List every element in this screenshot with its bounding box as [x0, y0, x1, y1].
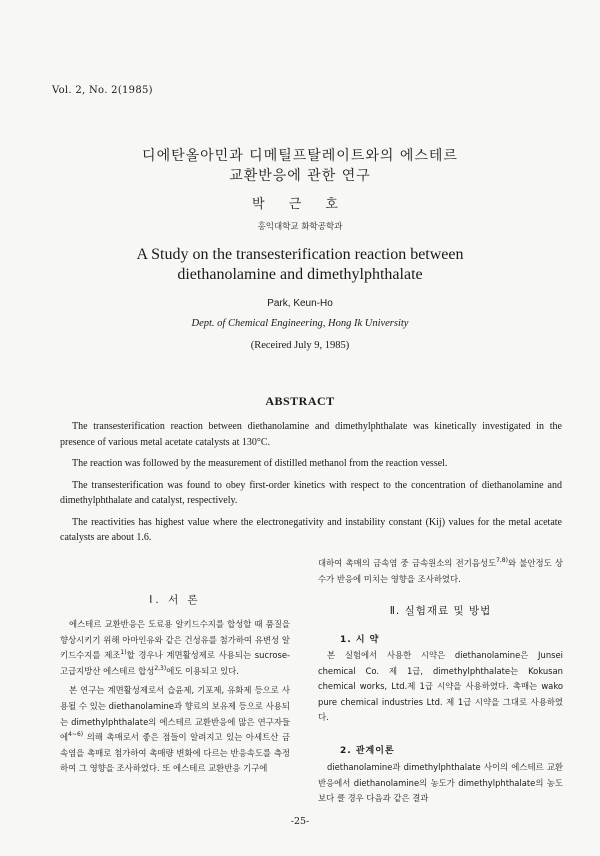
section-heading-introduction: I. 서 론 [149, 594, 201, 606]
english-department: Dept. of Chemical Engineering, Hong Ik University [191, 318, 409, 329]
korean-author: 박 근 호 [252, 197, 348, 212]
abstract-paragraph: The reaction was followed by the measurement of distilled methanol from the reaction vessel. [72, 458, 448, 469]
citation-ref: 1) [120, 649, 127, 657]
subsection-heading-theory: 2. 관계이론 [340, 746, 395, 756]
korean-title-line1: 디에탄올아민과 디메틸프탈레이트와의 에스테르 [142, 148, 458, 164]
section-heading-materials-methods: Ⅱ. 실험재료 및 방법 [389, 605, 492, 617]
english-author: Park, Keun-Ho [267, 298, 333, 309]
volume-issue: Vol. 2, No. 2(1985) [52, 85, 153, 96]
korean-title-line2: 교환반응에 관한 연구 [229, 168, 371, 184]
korean-affiliation: 홍익대학교 화학공학과 [257, 222, 343, 232]
reagents-paragraph: 본 실험에서 사용한 시약은 diethanolamine은 Junsei chemical Co. 제 1급, dimethylphthalate는 Kokusan chemical works, Ltd.제 1급 시약을 사용하였다. 촉매는 wako pure chemical industries Ltd. 제 1급 시약을 그대로 사용하였다. [318, 650, 563, 723]
reagents-body [318, 648, 563, 726]
citation-ref: 4~6) [68, 731, 84, 739]
theory-paragraph: diethanolamine과 dimethylphthalate 사이의 에스테르 교환반응에서 diethanolamine의 농도가 dimethylphthalate의 농도보다 클 경우 다음과 같은 결과 [318, 762, 563, 804]
continuation-paragraph: 대하여 촉매의 금속염 중 금속원소의 전기음성도$^{7,8)}$와 불안정도 상수가 반응에 미치는 영향을 조사하였다. [318, 557, 563, 584]
citation-ref: 2,3) [154, 664, 167, 672]
subsection-heading-reagents: 1. 시 약 [340, 635, 380, 645]
abstract-paragraph: The transesterification reaction between diethanolamine and dimethylphthalate was kinetically investigated in the presence of various metal acetate catalysts at 130°C. [60, 421, 562, 448]
right-column-continuation [318, 556, 563, 587]
received-date: (Receired July 9, 1985) [250, 340, 350, 351]
abstract-paragraph: The transesterification was found to obey first-order kinetics with respect to the concentration of diethanolamine and dimethylphthalate and catalyst, respectively. [60, 479, 562, 506]
abstract-heading: ABSTRACT [265, 394, 335, 408]
citation-ref: 7,8) [496, 557, 508, 565]
english-title-line2: diethanolamine and dimethylphthalate [177, 266, 423, 283]
intro-paragraph-2: 본 연구는 계면활성제로서 습윤제, 기포제, 유화제 등으로 사용될 수 있는 diethanolamine과 향료의 보유제 등으로 사용되는 dimethylphthalate의 에스테르 교환반응에 많은 연구자들에$^{4\sim 6)}$ 의해 촉매로서 좋은 점들이 알려지고 있는 아세트산 금속염을 촉매로 첨가하여 촉매량 변화에 다르는 반응속도를 측정하여 그 영향을 조사하였다. 또 에스테르 교환반응 기구에 [60, 685, 290, 774]
abstract-paragraph: The reactivities has highest value where the electronegativity and instability constant (Kij) values for the metal acetate catalysts are about 1.6. [60, 516, 562, 543]
page-number: -25- [290, 816, 310, 827]
theory-body [318, 760, 563, 807]
intro-paragraph-1: 에스테르 교환반응은 도료용 알키드수지를 합성할 때 품질을 향상시키기 위해 아마인유와 같은 건성유를 첨가하여 유변성 알키드수지를 제조$^{1)}$할 경우나 계면활성제로 사용되는 sucrose-고급지방산 에스테르 합성$^{2,3)}$에도 이용되고 있다. [60, 619, 291, 676]
left-column-body [60, 617, 290, 777]
english-title-line1: A Study on the transesterification reaction between [136, 246, 464, 263]
abstract-body [60, 419, 562, 552]
